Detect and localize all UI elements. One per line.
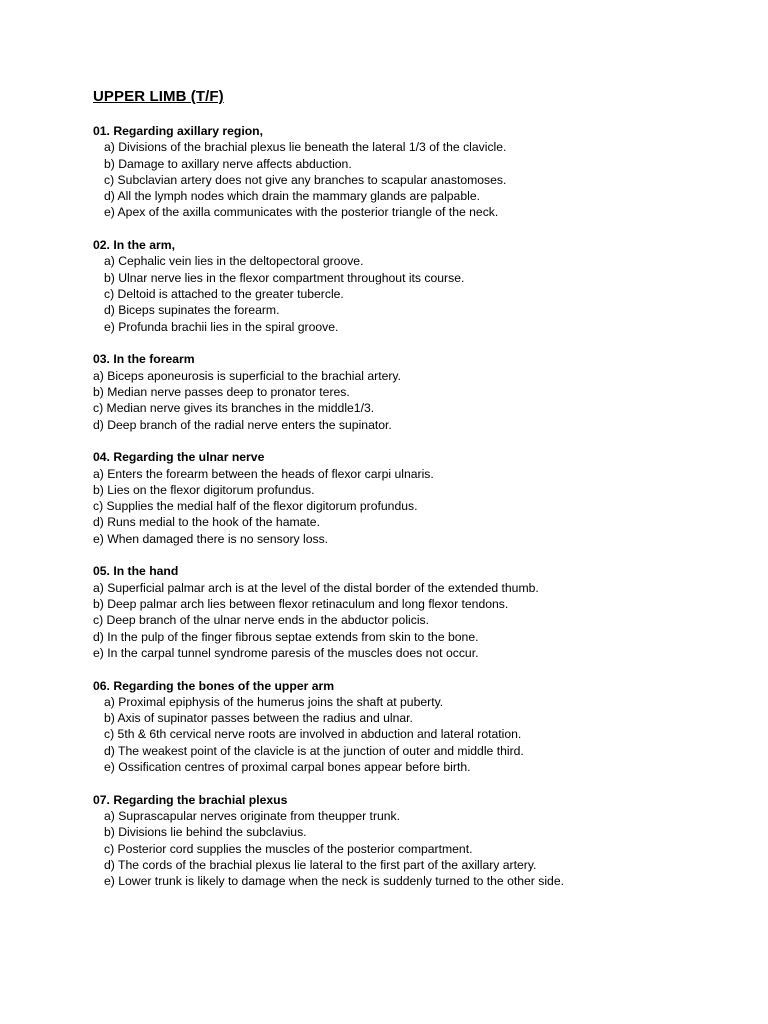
answer-option: e) Profunda brachii lies in the spiral groove.	[104, 319, 339, 334]
answer-option: d) The cords of the brachial plexus lie lateral to the first part of the axillary artery.	[104, 857, 537, 872]
question-heading: 01. Regarding axillary region,	[93, 124, 264, 138]
answer-option: b) Lies on the flexor digitorum profundus.	[93, 482, 315, 497]
question-block	[93, 351, 733, 432]
answer-option: c) Subclavian artery does not give any branches to scapular anastomoses.	[104, 172, 507, 187]
question-block	[93, 563, 733, 661]
question-heading: 03. In the forearm	[93, 352, 195, 367]
answer-option: e) Lower trunk is likely to damage when the neck is suddenly turned to the other side.	[104, 874, 564, 889]
answer-option: d) Runs medial to the hook of the hamate.	[93, 515, 320, 530]
answer-option: a) Biceps aponeurosis is superficial to the brachial artery.	[93, 368, 401, 383]
question-heading: 06. Regarding the bones of the upper arm	[93, 678, 335, 693]
answer-option: a) Cephalic vein lies in the deltopectoral groove.	[104, 254, 364, 269]
answer-option: c) Deep branch of the ulnar nerve ends in the abductor policis.	[93, 613, 430, 628]
answer-option: b) Median nerve passes deep to pronator teres.	[93, 384, 350, 399]
answer-option: a) Superficial palmar arch is at the level of the distal border of the extended thumb.	[93, 580, 539, 595]
answer-option: a) Divisions of the brachial plexus lie beneath the lateral 1/3 of the clavicle.	[104, 140, 507, 155]
answer-option: a) Enters the forearm between the heads of flexor carpi ulnaris.	[93, 466, 434, 481]
answer-option: e) In the carpal tunnel syndrome paresis of the muscles does not occur.	[93, 645, 479, 660]
question-block	[93, 449, 733, 547]
answer-option: c) 5th & 6th cervical nerve roots are involved in abduction and lateral rotation.	[104, 727, 522, 742]
answer-option: b) Axis of supinator passes between the radius and ulnar.	[104, 711, 413, 726]
answer-option: e) When damaged there is no sensory loss.	[93, 531, 329, 546]
question-block	[93, 792, 733, 890]
document-title: UPPER LIMB (T/F)	[93, 88, 224, 105]
answer-option: d) In the pulp of the finger fibrous septae extends from skin to the bone.	[93, 629, 479, 644]
answer-option: e) Apex of the axilla communicates with the posterior triangle of the neck.	[104, 205, 499, 220]
answer-option: c) Median nerve gives its branches in the middle1/3.	[93, 401, 375, 416]
answer-option: c) Supplies the medial half of the flexor digitorum profundus.	[93, 499, 418, 514]
question-list	[93, 123, 733, 906]
question-heading: 05. In the hand	[93, 564, 179, 579]
answer-option: b) Divisions lie behind the subclavius.	[104, 825, 307, 840]
answer-option: d) Deep branch of the radial nerve enters the supinator.	[93, 417, 392, 432]
answer-option: a) Suprascapular nerves originate from theupper trunk.	[104, 809, 401, 824]
question-heading: 04. Regarding the ulnar nerve	[93, 450, 265, 465]
answer-option: e) Ossification centres of proximal carpal bones appear before birth.	[104, 760, 471, 775]
answer-option: b) Damage to axillary nerve affects abduction.	[104, 156, 352, 171]
question-block	[93, 237, 733, 335]
answer-option: d) Biceps supinates the forearm.	[104, 303, 280, 318]
answer-option: d) The weakest point of the clavicle is at the junction of outer and middle third.	[104, 743, 524, 758]
question-block	[93, 123, 733, 221]
question-heading: 02. In the arm,	[93, 238, 175, 253]
question-heading: 07. Regarding the brachial plexus	[93, 792, 288, 807]
question-block	[93, 678, 733, 776]
answer-option: a) Proximal epiphysis of the humerus joins the shaft at puberty.	[104, 694, 444, 709]
answer-option: b) Deep palmar arch lies between flexor retinaculum and long flexor tendons.	[93, 596, 509, 611]
answer-option: b) Ulnar nerve lies in the flexor compartment throughout its course.	[104, 270, 465, 285]
answer-option: c) Posterior cord supplies the muscles of the posterior compartment.	[104, 841, 473, 856]
answer-option: c) Deltoid is attached to the greater tubercle.	[104, 287, 344, 302]
answer-option: d) All the lymph nodes which drain the mammary glands are palpable.	[104, 189, 480, 204]
